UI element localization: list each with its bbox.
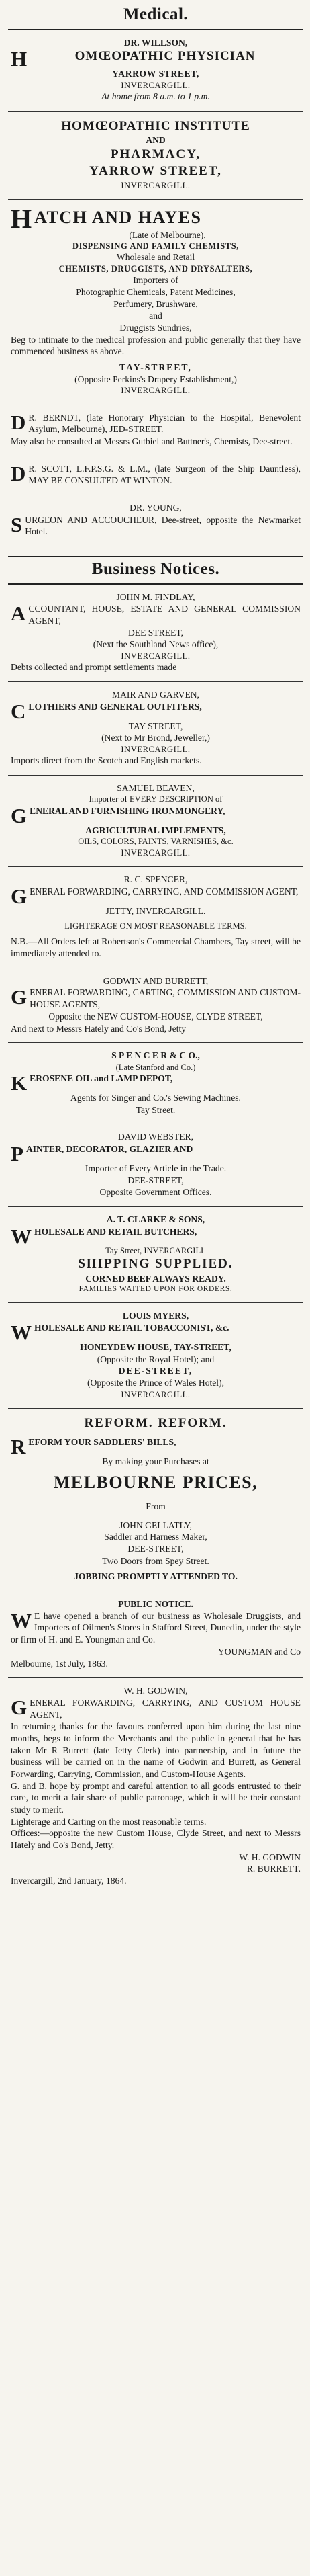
- ad-findlay: [8, 585, 303, 682]
- business-heading: Business Notices.: [8, 556, 303, 585]
- ad-address: YARROW STREET,: [112, 69, 199, 79]
- ad-body: E have opened a branch of our business as Wholesale Druggists, and Importers of Oilmen's Stores in Stafford Street, Dunedin, under the style or firm of H. and E. Youngman and Co.: [11, 1610, 301, 1645]
- ad-line: JOBBING PROMPTLY ATTENDED TO.: [74, 1571, 238, 1582]
- ad-line: TAY-STREET,: [119, 362, 192, 373]
- ad-line: AND: [146, 135, 166, 146]
- drop-cap: H: [11, 47, 28, 71]
- ad-line: EFORM YOUR SADDLERS' BILLS,: [28, 1436, 176, 1447]
- ad-town: INVERCARGILL.: [121, 180, 191, 190]
- drop-cap: W: [11, 1321, 32, 1345]
- ad-date: Invercargill, 2nd January, 1864.: [11, 1875, 127, 1886]
- ad-line: (Late of Melbourne),: [129, 229, 206, 240]
- ad-public-notice: [8, 1591, 303, 1678]
- ad-line: SHIPPING SUPPLIED.: [78, 1257, 234, 1272]
- ad-town: INVERCARGILL.: [121, 847, 191, 858]
- ad-name: GODWIN AND BURRETT,: [103, 975, 209, 986]
- ad-name: MAIR AND GARVEN,: [112, 689, 199, 700]
- drop-cap: G: [11, 985, 28, 1009]
- ad-line: (Next to Mr Brond, Jeweller,): [101, 733, 210, 743]
- ad-line: From: [146, 1501, 166, 1512]
- ad-town: INVERCARGILL.: [121, 80, 191, 90]
- drop-cap: W: [11, 1608, 32, 1632]
- ad-body: G. and B. hope by prompt and careful attention to all goods entrusted to their care, to merit a fair share of public patronage, which it will be their constant study to merit.: [11, 1780, 301, 1815]
- ad-town: INVERCARGILL.: [121, 386, 191, 396]
- ad-young: [8, 495, 303, 546]
- ad-name: JOHN M. FINDLAY,: [116, 591, 195, 602]
- drop-cap: G: [11, 803, 28, 827]
- ad-body: R. SCOTT, L.F.P.S.G. & L.M., (late Surgeon of the Ship Dauntless), MAY BE CONSULTED AT WINTON.: [28, 463, 301, 486]
- ad-line: Druggists Sundries,: [119, 323, 192, 333]
- ad-mair-garven: [8, 682, 303, 776]
- ad-town: INVERCARGILL.: [121, 651, 191, 661]
- ad-line: LOTHIERS AND GENERAL OUTFITERS,: [28, 701, 202, 712]
- ad-godwin-burrett: [8, 968, 303, 1043]
- ad-line: HONEYDEW HOUSE, TAY-STREET,: [80, 1342, 231, 1353]
- ad-body: May also be consulted at Messrs Gutbiel and Buttner's, Chemists, Dee-street.: [11, 436, 293, 447]
- drop-cap: C: [11, 699, 26, 723]
- drop-cap: S: [11, 512, 23, 536]
- ad-webster: [8, 1124, 303, 1207]
- ad-line: TAY STREET,: [128, 720, 183, 731]
- medical-heading: Medical.: [8, 3, 303, 30]
- ad-hatch-hayes: [8, 200, 303, 405]
- ad-body: R. BERNDT, (late Honorary Physician to the Hospital, Benevolent Asylum, Melbourne), JED-STREET.: [28, 412, 301, 435]
- ad-myers: [8, 1303, 303, 1409]
- ad-head: PUBLIC NOTICE.: [118, 1599, 193, 1610]
- ad-line: YARROW STREET,: [89, 163, 222, 178]
- ad-line: Opposite the NEW CUSTOM-HOUSE, CLYDE STREET,: [48, 1011, 263, 1022]
- ad-line: Tay Street, INVERCARGILL: [105, 1245, 206, 1255]
- ad-line: HOLESALE AND RETAIL TOBACCONIST, &c.: [34, 1323, 229, 1333]
- ad-berndt: [8, 405, 303, 456]
- drop-cap: H: [11, 203, 32, 234]
- ad-body: In returning thanks for the favours conferred upon him during the last nine months, begs to inform the Merchants and the public in general that he has taken Mr R Burrett (late Jetty Clerk) into partnership, and in future the business will be carried on in the name of Godwin and Burrett, as General Forwarding, Carrying, Commission, and Custom-House Agents.: [11, 1721, 301, 1779]
- drop-cap: P: [11, 1142, 23, 1166]
- ad-line: ENERAL FORWARDING, CARRYING, AND COMMISSION AGENT,: [30, 886, 299, 897]
- ad-name: LOUIS MYERS,: [122, 1311, 189, 1321]
- ad-line: Agents for Singer and Co.'s Sewing Machines.: [70, 1093, 241, 1104]
- drop-cap: K: [11, 1071, 28, 1095]
- drop-cap: G: [11, 1695, 28, 1719]
- ad-line: DEE-STREET,: [127, 1175, 184, 1186]
- ad-reform: [8, 1409, 303, 1591]
- drop-cap: D: [11, 461, 26, 485]
- ad-signature: W. H. GODWIN: [239, 1852, 301, 1862]
- ad-line: DEE STREET,: [127, 627, 184, 638]
- ad-line: (Opposite Perkins's Drapery Establishment,): [74, 374, 237, 384]
- ad-line: HOLESALE AND RETAIL BUTCHERS,: [34, 1226, 197, 1237]
- ad-body: URGEON AND ACCOUCHEUR, Dee-street, opposite the Newmarket Hotel.: [25, 514, 301, 537]
- ad-name: W. H. GODWIN,: [123, 1686, 188, 1696]
- ad-line: and: [149, 310, 162, 321]
- ad-line: PHARMACY,: [111, 147, 201, 162]
- ad-line: Wholesale and Retail: [116, 252, 195, 263]
- ad-name: SAMUEL BEAVEN,: [117, 782, 195, 793]
- ad-line: Perfumery, Brushware,: [113, 298, 198, 309]
- ad-signature: R. BURRETT.: [246, 1864, 301, 1874]
- ad-line: Two Doors from Spey Street.: [102, 1555, 209, 1566]
- ad-line: JETTY, INVERCARGILL.: [105, 905, 206, 916]
- ad-head: REFORM. REFORM.: [84, 1415, 227, 1430]
- ad-line: (Opposite the Prince of Wales Hotel),: [87, 1378, 225, 1388]
- ad-note: Imports direct from the Scotch and English markets.: [11, 755, 202, 766]
- ad-line: Importer of Every Article in the Trade.: [85, 1163, 227, 1174]
- ad-line: ENERAL AND FURNISHING IRONMONGERY,: [30, 805, 225, 816]
- ad-willson: [8, 30, 303, 112]
- ad-line: (Late Stanford and Co.): [115, 1062, 196, 1072]
- ad-title: ATCH AND HAYES: [34, 207, 202, 227]
- ad-line: ENERAL FORWARDING, CARTING, COMMISSION AND CUSTOM-HOUSE AGENTS,: [30, 987, 301, 1010]
- ad-line: DEE-STREET,: [127, 1544, 184, 1554]
- ad-line: AGRICULTURAL IMPLEMENTS,: [85, 825, 226, 835]
- drop-cap: W: [11, 1224, 32, 1248]
- ad-date: Melbourne, 1st July, 1863.: [11, 1658, 108, 1669]
- drop-cap: G: [11, 884, 28, 908]
- ad-body: N.B.—All Orders left at Robertson's Commercial Chambers, Tay street, will be immediately attended to.: [11, 936, 301, 959]
- ad-line: Importer of EVERY DESCRIPTION of: [89, 794, 223, 804]
- ad-line: FAMILIES WAITED UPON FOR ORDERS.: [79, 1285, 233, 1294]
- ad-town: INVERCARGILL.: [121, 1389, 191, 1399]
- ad-line: AINTER, DECORATOR, GLAZIER AND: [25, 1144, 193, 1155]
- ad-line: Opposite Government Offices.: [99, 1187, 212, 1198]
- ad-body: Lighterage and Carting on the most reasonable terms.: [11, 1816, 207, 1827]
- ad-body: Offices:—opposite the new Custom House, Clyde Street, and next to Messrs Hately and Co's Bond, Jetty.: [11, 1828, 301, 1850]
- ad-town: INVERCARGILL.: [121, 744, 191, 754]
- ad-line: Photographic Chemicals, Patent Medicines,: [76, 287, 236, 298]
- ad-clarke: [8, 1207, 303, 1303]
- ad-line: EROSENE OIL and LAMP DEPOT,: [30, 1073, 173, 1084]
- drop-cap: A: [11, 601, 26, 626]
- ad-line: And next to Messrs Hately and Co's Bond, Jetty: [11, 1023, 187, 1034]
- ad-line: DISPENSING AND FAMILY CHEMISTS,: [72, 241, 240, 251]
- ad-line: CHEMISTS, DRUGGISTS, AND DRYSALTERS,: [58, 264, 253, 274]
- ad-beaven: [8, 776, 303, 867]
- ad-signature: YOUNGMAN and Co: [217, 1646, 301, 1657]
- ad-line: ENERAL FORWARDING, CARRYING, AND CUSTOM HOUSE AGENT,: [30, 1697, 301, 1720]
- ad-body: Beg to intimate to the medical profession and public generally that they have commenced business as above.: [11, 334, 301, 357]
- ad-title: OMŒOPATHIC PHYSICIAN: [74, 49, 256, 64]
- ad-line: MELBOURNE PRICES,: [53, 1472, 258, 1493]
- ad-line: Importers of: [133, 275, 178, 286]
- ad-line: JOHN GELLATLY,: [119, 1520, 192, 1530]
- ad-line: DEE-STREET,: [118, 1366, 193, 1376]
- ad-spencer: [8, 867, 303, 968]
- ad-name: A. T. CLARKE & SONS,: [106, 1214, 205, 1225]
- ad-line: Saddler and Harness Maker,: [104, 1532, 207, 1542]
- ad-name: DR. WILLSON,: [123, 37, 188, 48]
- drop-cap: R: [11, 1434, 26, 1458]
- ad-godwin: [8, 1678, 303, 1895]
- ad-note: Debts collected and prompt settlements made: [11, 662, 177, 673]
- ad-line: By making your Purchases at: [102, 1456, 209, 1466]
- ad-name: S P E N C E R & C O.,: [111, 1050, 200, 1061]
- ad-name: R. C. SPENCER,: [123, 874, 188, 884]
- ad-line: CORNED BEEF ALWAYS READY.: [85, 1273, 226, 1284]
- ad-institute: [8, 112, 303, 200]
- ad-line: CCOUNTANT, HOUSE, ESTATE AND GENERAL COMMISSION AGENT,: [28, 604, 301, 626]
- ad-line: Tay Street.: [136, 1104, 176, 1115]
- ad-line: HOMŒOPATHIC INSTITUTE: [61, 118, 250, 133]
- ad-line: LIGHTERAGE ON MOST REASONABLE TERMS.: [64, 921, 247, 931]
- ad-spencer-co: [8, 1043, 303, 1124]
- drop-cap: D: [11, 410, 26, 434]
- ad-line: (Next the Southland News office),: [93, 639, 219, 650]
- ad-line: (Opposite the Royal Hotel); and: [97, 1354, 215, 1364]
- ad-name: DAVID WEBSTER,: [117, 1132, 194, 1142]
- ad-line: OILS, COLORS, PAINTS, VARNISHES, &c.: [78, 837, 234, 847]
- ad-scott: [8, 456, 303, 495]
- ad-name: DR. YOUNG,: [130, 503, 182, 513]
- ad-hours: At home from 8 a.m. to 1 p.m.: [101, 91, 210, 102]
